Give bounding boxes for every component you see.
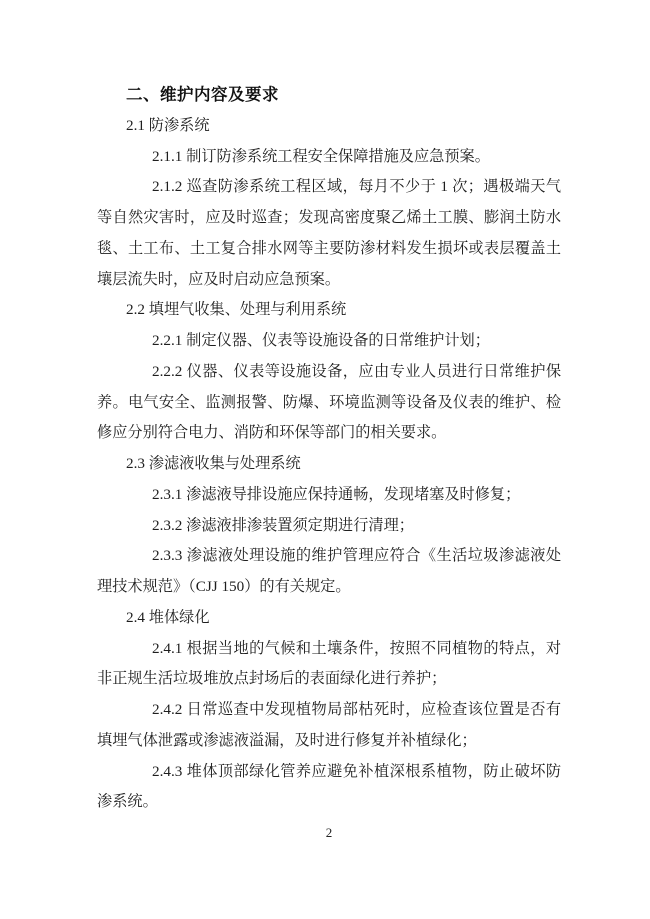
paragraph-2-4-2: 2.4.2 日常巡查中发现植物局部枯死时，应检查该位置是否有填埋气体泄露或渗滤液溢漏，及时进行修复并补植绿化； (97, 701, 561, 749)
paragraph-2-2-1: 2.2.1 制定仪器、仪表等设施设备的日常维护计划； (152, 332, 490, 349)
paragraph-2-4-3: 2.4.3 堆体顶部绿化管养应避免补植深根系植物，防止破坏防渗系统。 (97, 762, 561, 811)
section-title-2-4: 2.4 堆体绿化 (126, 608, 210, 626)
doc-heading: 二、维护内容及要求 (126, 85, 279, 104)
section-title-2-2: 2.2 填埋气收集、处理与利用系统 (126, 301, 347, 319)
document-body (97, 80, 561, 849)
page-number: 2 (325, 825, 333, 840)
paragraph-2-3-1: 2.3.1 渗滤液导排设施应保持通畅，发现堵塞及时修复； (152, 485, 521, 503)
paragraph-2-1-2: 2.1.2 巡查防渗系统工程区域，每月不少于 1 次；遇极端天气等自然灾害时，应及时巡查；发现高密度聚乙烯土工膜、膨润土防水毯、土工布、土工复合排水网等主要防渗材料发生损坏或表层覆盖土壤层流失时，应及时启动应急预案。 (97, 178, 561, 288)
paragraph-2-3-2: 2.3.2 渗滤液排渗装置须定期进行清理； (152, 516, 414, 534)
paragraph-2-3-3: 2.3.3 渗滤液处理设施的维护管理应符合《生活垃圾渗滤液处理技术规范》（CJJ 150）的有关规定。 (97, 547, 561, 595)
section-title-2-1: 2.1 防渗系统 (126, 116, 210, 134)
paragraph-2-4-1: 2.4.1 根据当地的气候和土壤条件，按照不同植物的特点，对非正规生活垃圾堆放点封场后的表面绿化进行养护； (97, 639, 561, 688)
paragraph-2-1-1: 2.1.1 制订防渗系统工程安全保障措施及应急预案。 (152, 147, 490, 165)
paragraph-2-2-2: 2.2.2 仪器、仪表等设施设备，应由专业人员进行日常维护保养。电气安全、监测报警、防爆、环境监测等设备及仪表的维护、检修应分别符合电力、消防和环保等部门的相关要求。 (97, 362, 561, 442)
section-title-2-3: 2.3 渗滤液收集与处理系统 (126, 455, 301, 472)
